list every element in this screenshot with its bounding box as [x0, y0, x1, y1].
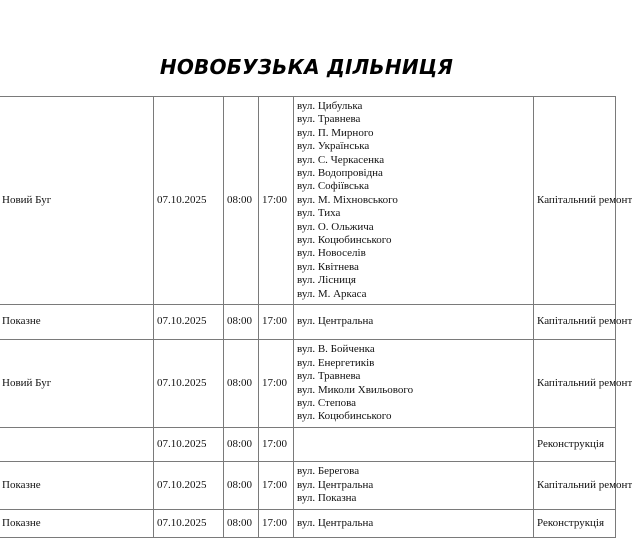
street-item: вул. Лісниця: [297, 274, 356, 287]
settlement-cell: Показне: [0, 305, 154, 340]
work-type-cell: Капітальний ремонт: [534, 97, 616, 305]
end-time-cell: 17:00: [259, 462, 294, 510]
date-cell: 07.10.2025: [154, 305, 224, 340]
work-type-cell: Капітальний ремонт: [534, 340, 616, 428]
street-item: вул. Коцюбинського: [297, 234, 392, 247]
schedule-row: [0, 510, 616, 538]
start-time-cell: 08:00: [224, 97, 259, 305]
streets-cell: [294, 428, 534, 462]
street-item: вул. Енергетиків: [297, 356, 375, 369]
end-time-cell: 17:00: [259, 97, 294, 305]
street-item: вул. Українська: [297, 140, 370, 153]
work-type-cell: Реконструкція: [534, 428, 616, 462]
street-item: вул. Травнева: [297, 370, 361, 383]
end-time-cell: 17:00: [259, 305, 294, 340]
start-time-cell: 08:00: [224, 462, 259, 510]
street-item: вул. Тиха: [297, 207, 341, 220]
street-item: вул. М. Міхновського: [297, 193, 398, 206]
settlement-cell: Показне: [0, 510, 154, 538]
street-item: вул. Степова: [297, 396, 357, 409]
date-cell: 07.10.2025: [154, 462, 224, 510]
streets-cell: [294, 340, 534, 428]
date-cell: 07.10.2025: [154, 340, 224, 428]
streets-cell: [294, 97, 534, 305]
settlement-cell: Новий Буг: [0, 97, 154, 305]
settlement-cell: [0, 428, 154, 462]
streets-cell: [294, 462, 534, 510]
date-cell: 07.10.2025: [154, 97, 224, 305]
street-item: вул. С. Черкасенка: [297, 153, 385, 166]
street-item: вул. В. Бойченка: [297, 343, 375, 356]
street-item: вул. Коцюбинського: [297, 410, 392, 423]
street-item: вул. Центральна: [297, 315, 374, 328]
street-item: вул. О. Ольжича: [297, 220, 374, 233]
streets-cell: [294, 305, 534, 340]
schedule-row: [0, 428, 616, 462]
schedule-row: [0, 462, 616, 510]
work-type-cell: Капітальний ремонт: [534, 462, 616, 510]
start-time-cell: 08:00: [224, 510, 259, 538]
settlement-cell: Показне: [0, 462, 154, 510]
start-time-cell: 08:00: [224, 340, 259, 428]
street-item: вул. Показна: [297, 492, 357, 505]
schedule-row: [0, 97, 616, 305]
streets-cell: [294, 510, 534, 538]
schedule-row: [0, 340, 616, 428]
work-type-cell: Реконструкція: [534, 510, 616, 538]
street-item: вул. Квітнева: [297, 260, 359, 273]
section-heading: НОВОБУЗЬКА ДІЛЬНИЦЯ: [159, 55, 454, 79]
work-type-cell: Капітальний ремонт: [534, 305, 616, 340]
street-item: вул. Берегова: [297, 465, 360, 478]
street-item: вул. Травнева: [297, 113, 361, 126]
end-time-cell: 17:00: [259, 428, 294, 462]
street-item: вул. П. Мирного: [297, 126, 374, 139]
date-cell: 07.10.2025: [154, 428, 224, 462]
end-time-cell: 17:00: [259, 340, 294, 428]
settlement-cell: Новий Буг: [0, 340, 154, 428]
schedule-row: [0, 305, 616, 340]
end-time-cell: 17:00: [259, 510, 294, 538]
start-time-cell: 08:00: [224, 305, 259, 340]
outage-schedule-table: [0, 96, 632, 538]
street-item: вул. Софіївська: [297, 180, 369, 193]
start-time-cell: 08:00: [224, 428, 259, 462]
street-item: вул. Водопровідна: [297, 166, 383, 179]
street-item: вул. Цибулька: [297, 99, 363, 112]
street-item: вул. Новоселів: [297, 247, 366, 260]
street-item: вул. Миколи Хвильового: [297, 383, 414, 396]
street-item: вул. Центральна: [297, 516, 374, 529]
street-item: вул. М. Аркаса: [297, 287, 367, 300]
date-cell: 07.10.2025: [154, 510, 224, 538]
street-item: вул. Центральна: [297, 478, 374, 491]
